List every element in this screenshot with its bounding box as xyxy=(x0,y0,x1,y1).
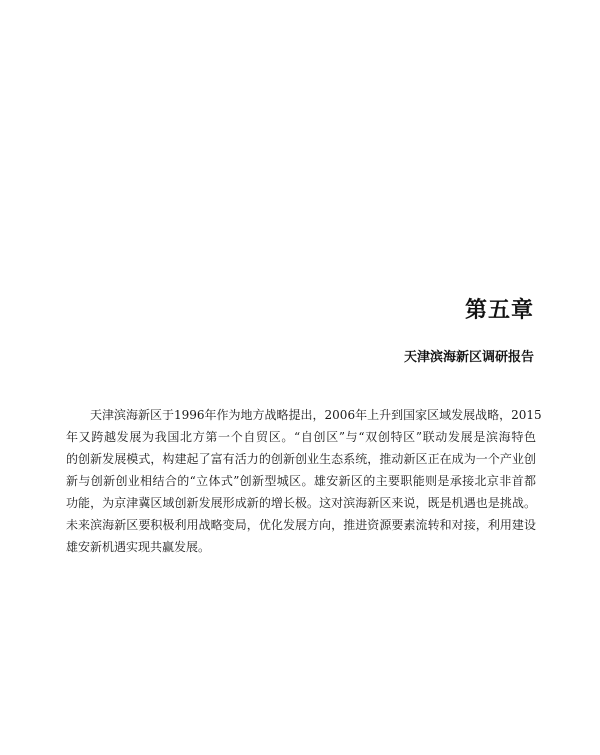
paragraph-line: 未来滨海新区要积极利用战略变局，优化发展方向，推进资源要素流转和对接，利用建设 xyxy=(66,518,536,532)
paragraph-line: 的创新发展模式，构建起了富有活力的创新创业生态系统，推动新区正在成为一个产业创 xyxy=(66,452,536,466)
paragraph-line: 年又跨越发展为我国北方第一个自贸区。“自创区”与“双创特区”联动发展是滨海特色 xyxy=(66,430,536,444)
paragraph-line: 新与创新创业相结合的“立体式”创新型城区。雄安新区的主要职能则是承接北京非首都 xyxy=(66,474,536,488)
chapter-subtitle: 天津滨海新区调研报告 xyxy=(403,350,534,365)
paragraph-line: 天津滨海新区于1996年作为地方战略提出，2006年上升到国家区域发展战略，2015 xyxy=(90,408,542,422)
body-paragraph xyxy=(66,404,542,558)
chapter-title: 第五章 xyxy=(464,298,534,323)
paragraph-line: 功能，为京津冀区域创新发展形成新的增长极。这对滨海新区来说，既是机遇也是挑战。 xyxy=(66,496,536,510)
paragraph-line: 雄安新机遇实现共赢发展。 xyxy=(66,540,211,554)
